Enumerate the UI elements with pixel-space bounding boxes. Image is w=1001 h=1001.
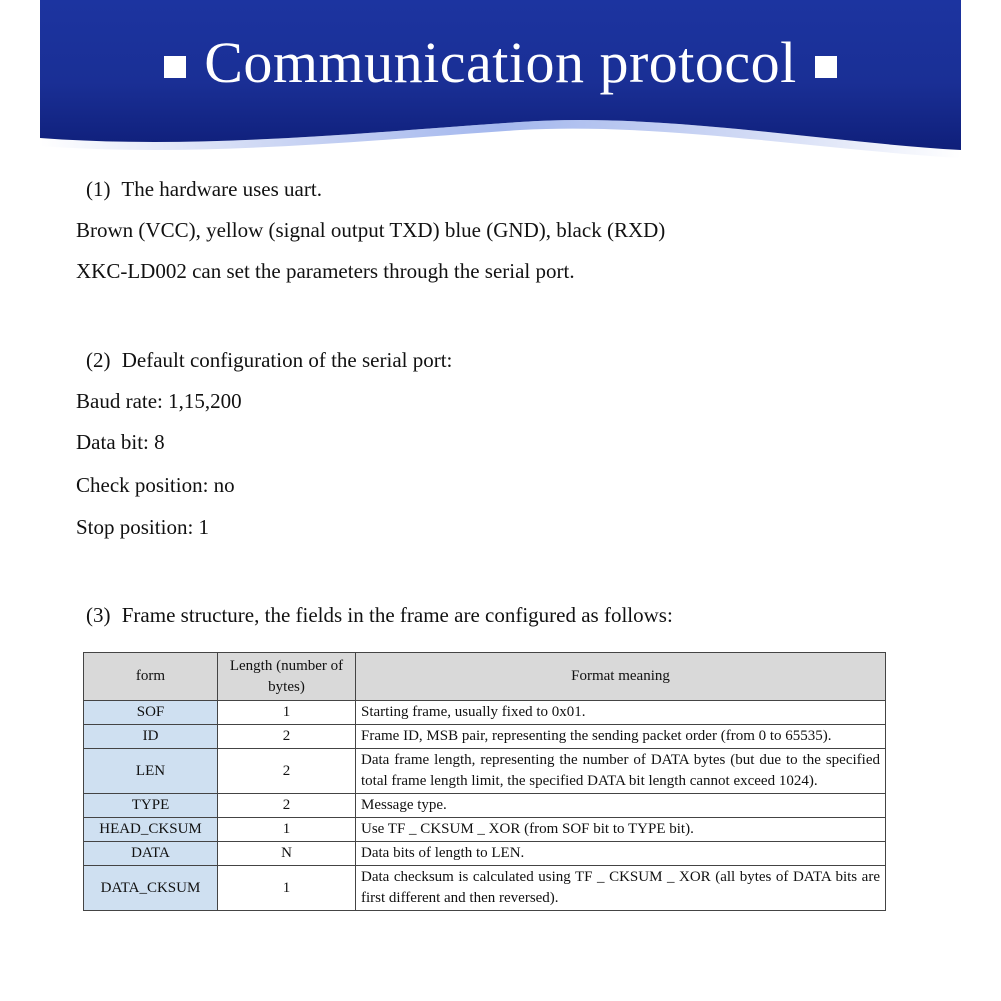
field-meaning: Use TF _ CKSUM _ XOR (from SOF bit to TYPE bit). (356, 818, 886, 842)
wiring-line: Brown (VCC), yellow (signal output TXD) blue (GND), black (RXD) (76, 218, 666, 242)
header-form: form (84, 653, 218, 701)
table-header-row (84, 653, 886, 701)
field-meaning: Data bits of length to LEN. (356, 842, 886, 866)
field-length: 2 (218, 725, 356, 749)
table-row (84, 842, 886, 866)
section-2-number: (2) (86, 348, 111, 372)
square-bullet-icon (815, 56, 837, 78)
stop-position-line: Stop position: 1 (76, 515, 210, 539)
section-1-number: (1) (86, 177, 111, 201)
data-bit-line: Data bit: 8 (76, 430, 165, 454)
table-row (84, 866, 886, 911)
field-meaning: Data frame length, representing the number of DATA bytes (but due to the specified total frame length limit, the specified DATA bit length cannot exceed 1024). (356, 749, 886, 794)
field-length: 2 (218, 794, 356, 818)
header-format-meaning: Format meaning (356, 653, 886, 701)
field-name: TYPE (84, 794, 218, 818)
page-title (40, 22, 961, 102)
serial-config-line: XKC-LD002 can set the parameters through the serial port. (76, 259, 575, 283)
table-row (84, 701, 886, 725)
check-position-line: Check position: no (76, 473, 235, 497)
field-name: SOF (84, 701, 218, 725)
field-meaning: Frame ID, MSB pair, representing the sending packet order (from 0 to 65535). (356, 725, 886, 749)
field-length: 2 (218, 749, 356, 794)
section-1-heading (86, 176, 322, 202)
baud-rate-line: Baud rate: 1,15,200 (76, 389, 242, 413)
field-length: N (218, 842, 356, 866)
field-length: 1 (218, 701, 356, 725)
field-meaning: Data checksum is calculated using TF _ CKSUM _ XOR (all bytes of DATA bits are first different and then reversed). (356, 866, 886, 911)
section-3-heading-text: Frame structure, the fields in the frame are configured as follows: (121, 603, 673, 627)
field-name: ID (84, 725, 218, 749)
field-length: 1 (218, 818, 356, 842)
table-row (84, 749, 886, 794)
field-name: LEN (84, 749, 218, 794)
field-name: DATA_CKSUM (84, 866, 218, 911)
field-name: HEAD_CKSUM (84, 818, 218, 842)
frame-structure-table (83, 652, 886, 911)
section-2-heading (86, 347, 452, 373)
section-1-heading-text: The hardware uses uart. (121, 177, 322, 201)
table-row (84, 725, 886, 749)
table-row (84, 794, 886, 818)
title-banner (40, 0, 961, 168)
section-3-number: (3) (86, 603, 111, 627)
square-bullet-icon (164, 56, 186, 78)
section-2-heading-text: Default configuration of the serial port: (121, 348, 453, 372)
header-length: Length (number of bytes) (218, 653, 356, 701)
table-row (84, 818, 886, 842)
field-length: 1 (218, 866, 356, 911)
field-meaning: Message type. (356, 794, 886, 818)
field-name: DATA (84, 842, 218, 866)
field-meaning: Starting frame, usually fixed to 0x01. (356, 701, 886, 725)
page-title-text: Communication protocol (204, 29, 797, 95)
section-3-heading (86, 602, 673, 628)
